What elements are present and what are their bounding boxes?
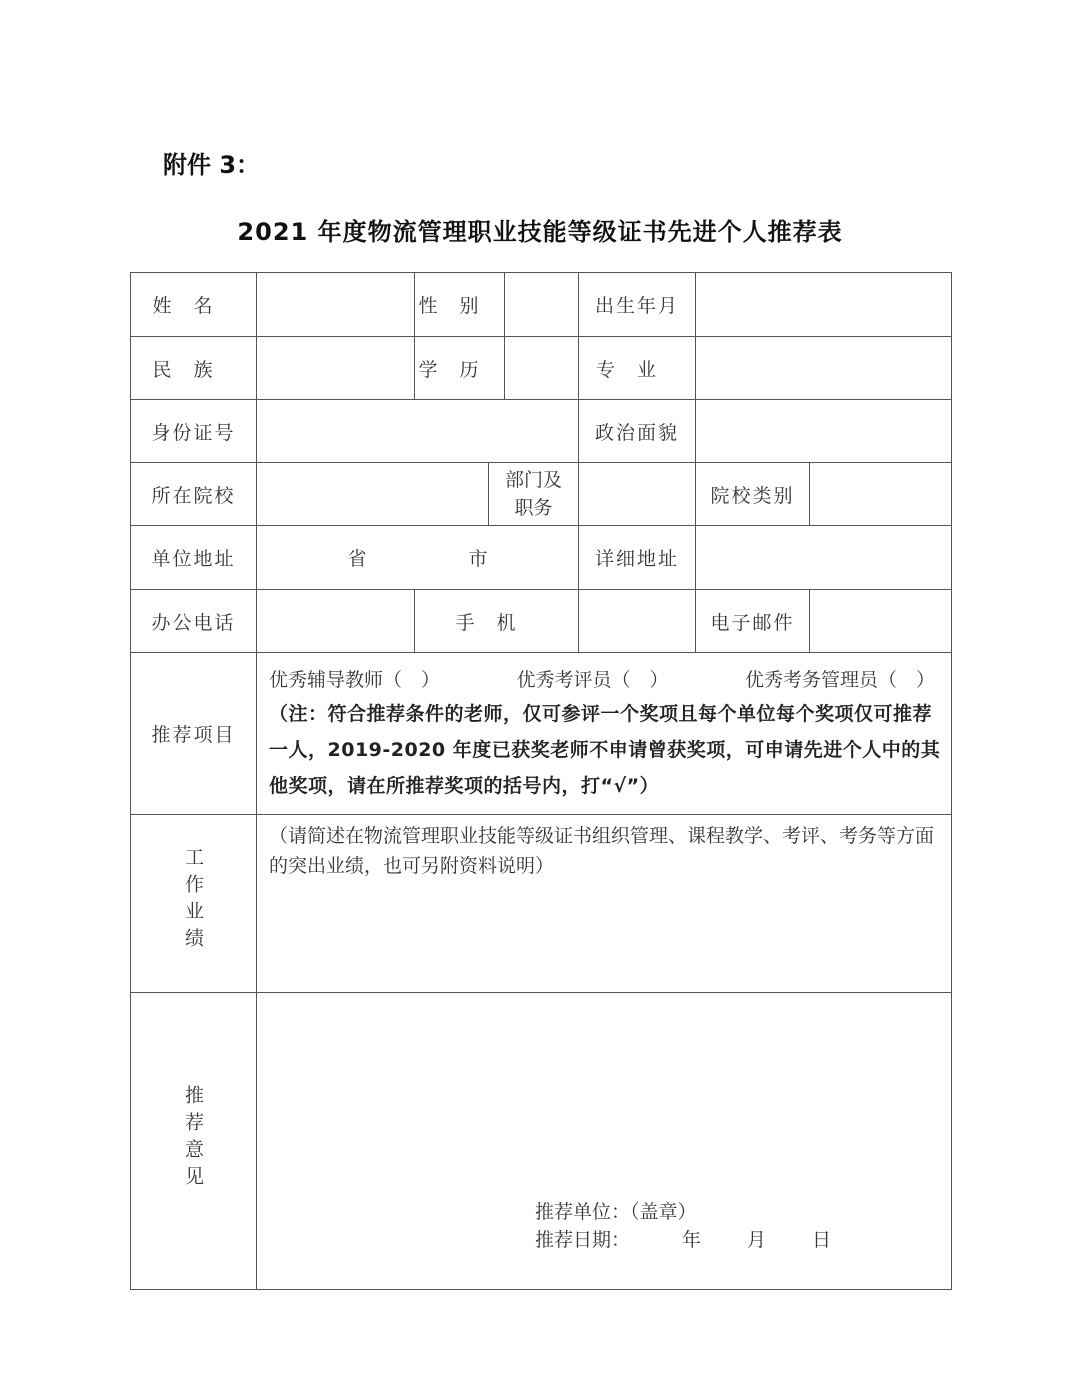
row-address <box>131 526 952 590</box>
field-work[interactable] <box>257 815 952 993</box>
field-birth[interactable] <box>696 273 952 337</box>
label-major: 专业 <box>579 337 696 400</box>
option-tutor[interactable]: 优秀辅导教师（ ） <box>269 669 441 691</box>
option-exam-admin[interactable]: 优秀考务管理员（ ） <box>745 669 936 691</box>
field-political[interactable] <box>696 400 952 463</box>
date-line: 推荐日期： 年 月 日 <box>535 1229 832 1251</box>
field-mobile[interactable] <box>579 590 696 653</box>
award-options <box>269 665 941 692</box>
field-opinion[interactable] <box>257 993 952 1290</box>
field-gender[interactable] <box>505 273 579 337</box>
field-name[interactable] <box>257 273 415 337</box>
label-ethnicity: 民族 <box>131 337 257 400</box>
label-education: 学历 <box>415 337 505 400</box>
field-school-type[interactable] <box>810 463 952 526</box>
field-detail-address[interactable] <box>696 526 952 590</box>
label-recommend-item: 推荐项目 <box>131 653 257 815</box>
row-school <box>131 463 952 526</box>
province-label: 省 <box>347 548 367 570</box>
label-school-type: 院校类别 <box>696 463 810 526</box>
label-id-number: 身份证号 <box>131 400 257 463</box>
field-recommend-item <box>257 653 952 815</box>
label-political: 政治面貌 <box>579 400 696 463</box>
city-label: 市 <box>468 548 488 570</box>
row-recommend-item <box>131 653 952 815</box>
field-ethnicity[interactable] <box>257 337 415 400</box>
field-address[interactable] <box>257 526 579 590</box>
field-dept[interactable] <box>579 463 696 526</box>
row-phone <box>131 590 952 653</box>
label-address: 单位地址 <box>131 526 257 590</box>
label-detail-address: 详细地址 <box>579 526 696 590</box>
row-name <box>131 273 952 337</box>
label-school: 所在院校 <box>131 463 257 526</box>
field-id-number[interactable] <box>257 400 579 463</box>
recommendation-form-table <box>130 272 952 1290</box>
label-opinion: 推荐意见 <box>131 993 257 1290</box>
field-office-phone[interactable] <box>257 590 415 653</box>
label-email: 电子邮件 <box>696 590 810 653</box>
label-office-phone: 办公电话 <box>131 590 257 653</box>
option-examiner[interactable]: 优秀考评员（ ） <box>516 669 669 691</box>
row-id <box>131 400 952 463</box>
page-title: 2021 年度物流管理职业技能等级证书先进个人推荐表 <box>237 218 843 246</box>
row-ethnicity <box>131 337 952 400</box>
label-work: 工作业绩 <box>131 815 257 993</box>
row-work <box>131 815 952 993</box>
attachment-label: 附件 3： <box>163 151 261 179</box>
label-birth: 出生年月 <box>579 273 696 337</box>
recommend-note: （注：符合推荐条件的老师，仅可参评一个奖项且每个单位每个奖项仅可推荐一人，2019-2020 年度已获奖老师不申请曾获奖项，可申请先进个人中的其他奖项，请在所推荐奖项的括号内，打“√”） <box>269 703 941 797</box>
field-school[interactable] <box>257 463 489 526</box>
row-opinion <box>131 993 952 1290</box>
unit-sign: 推荐单位：（盖章） <box>535 1201 697 1223</box>
label-name: 姓名 <box>131 273 257 337</box>
label-gender: 性别 <box>415 273 505 337</box>
field-email[interactable] <box>810 590 952 653</box>
field-major[interactable] <box>696 337 952 400</box>
signature-block <box>535 1198 831 1254</box>
field-education[interactable] <box>505 337 579 400</box>
work-hint: （请简述在物流管理职业技能等级证书组织管理、课程教学、考评、考务等方面的突出业绩，也可另附资料说明） <box>269 825 935 877</box>
label-dept: 部门及 职务 <box>489 463 579 526</box>
label-mobile: 手机 <box>415 590 579 653</box>
